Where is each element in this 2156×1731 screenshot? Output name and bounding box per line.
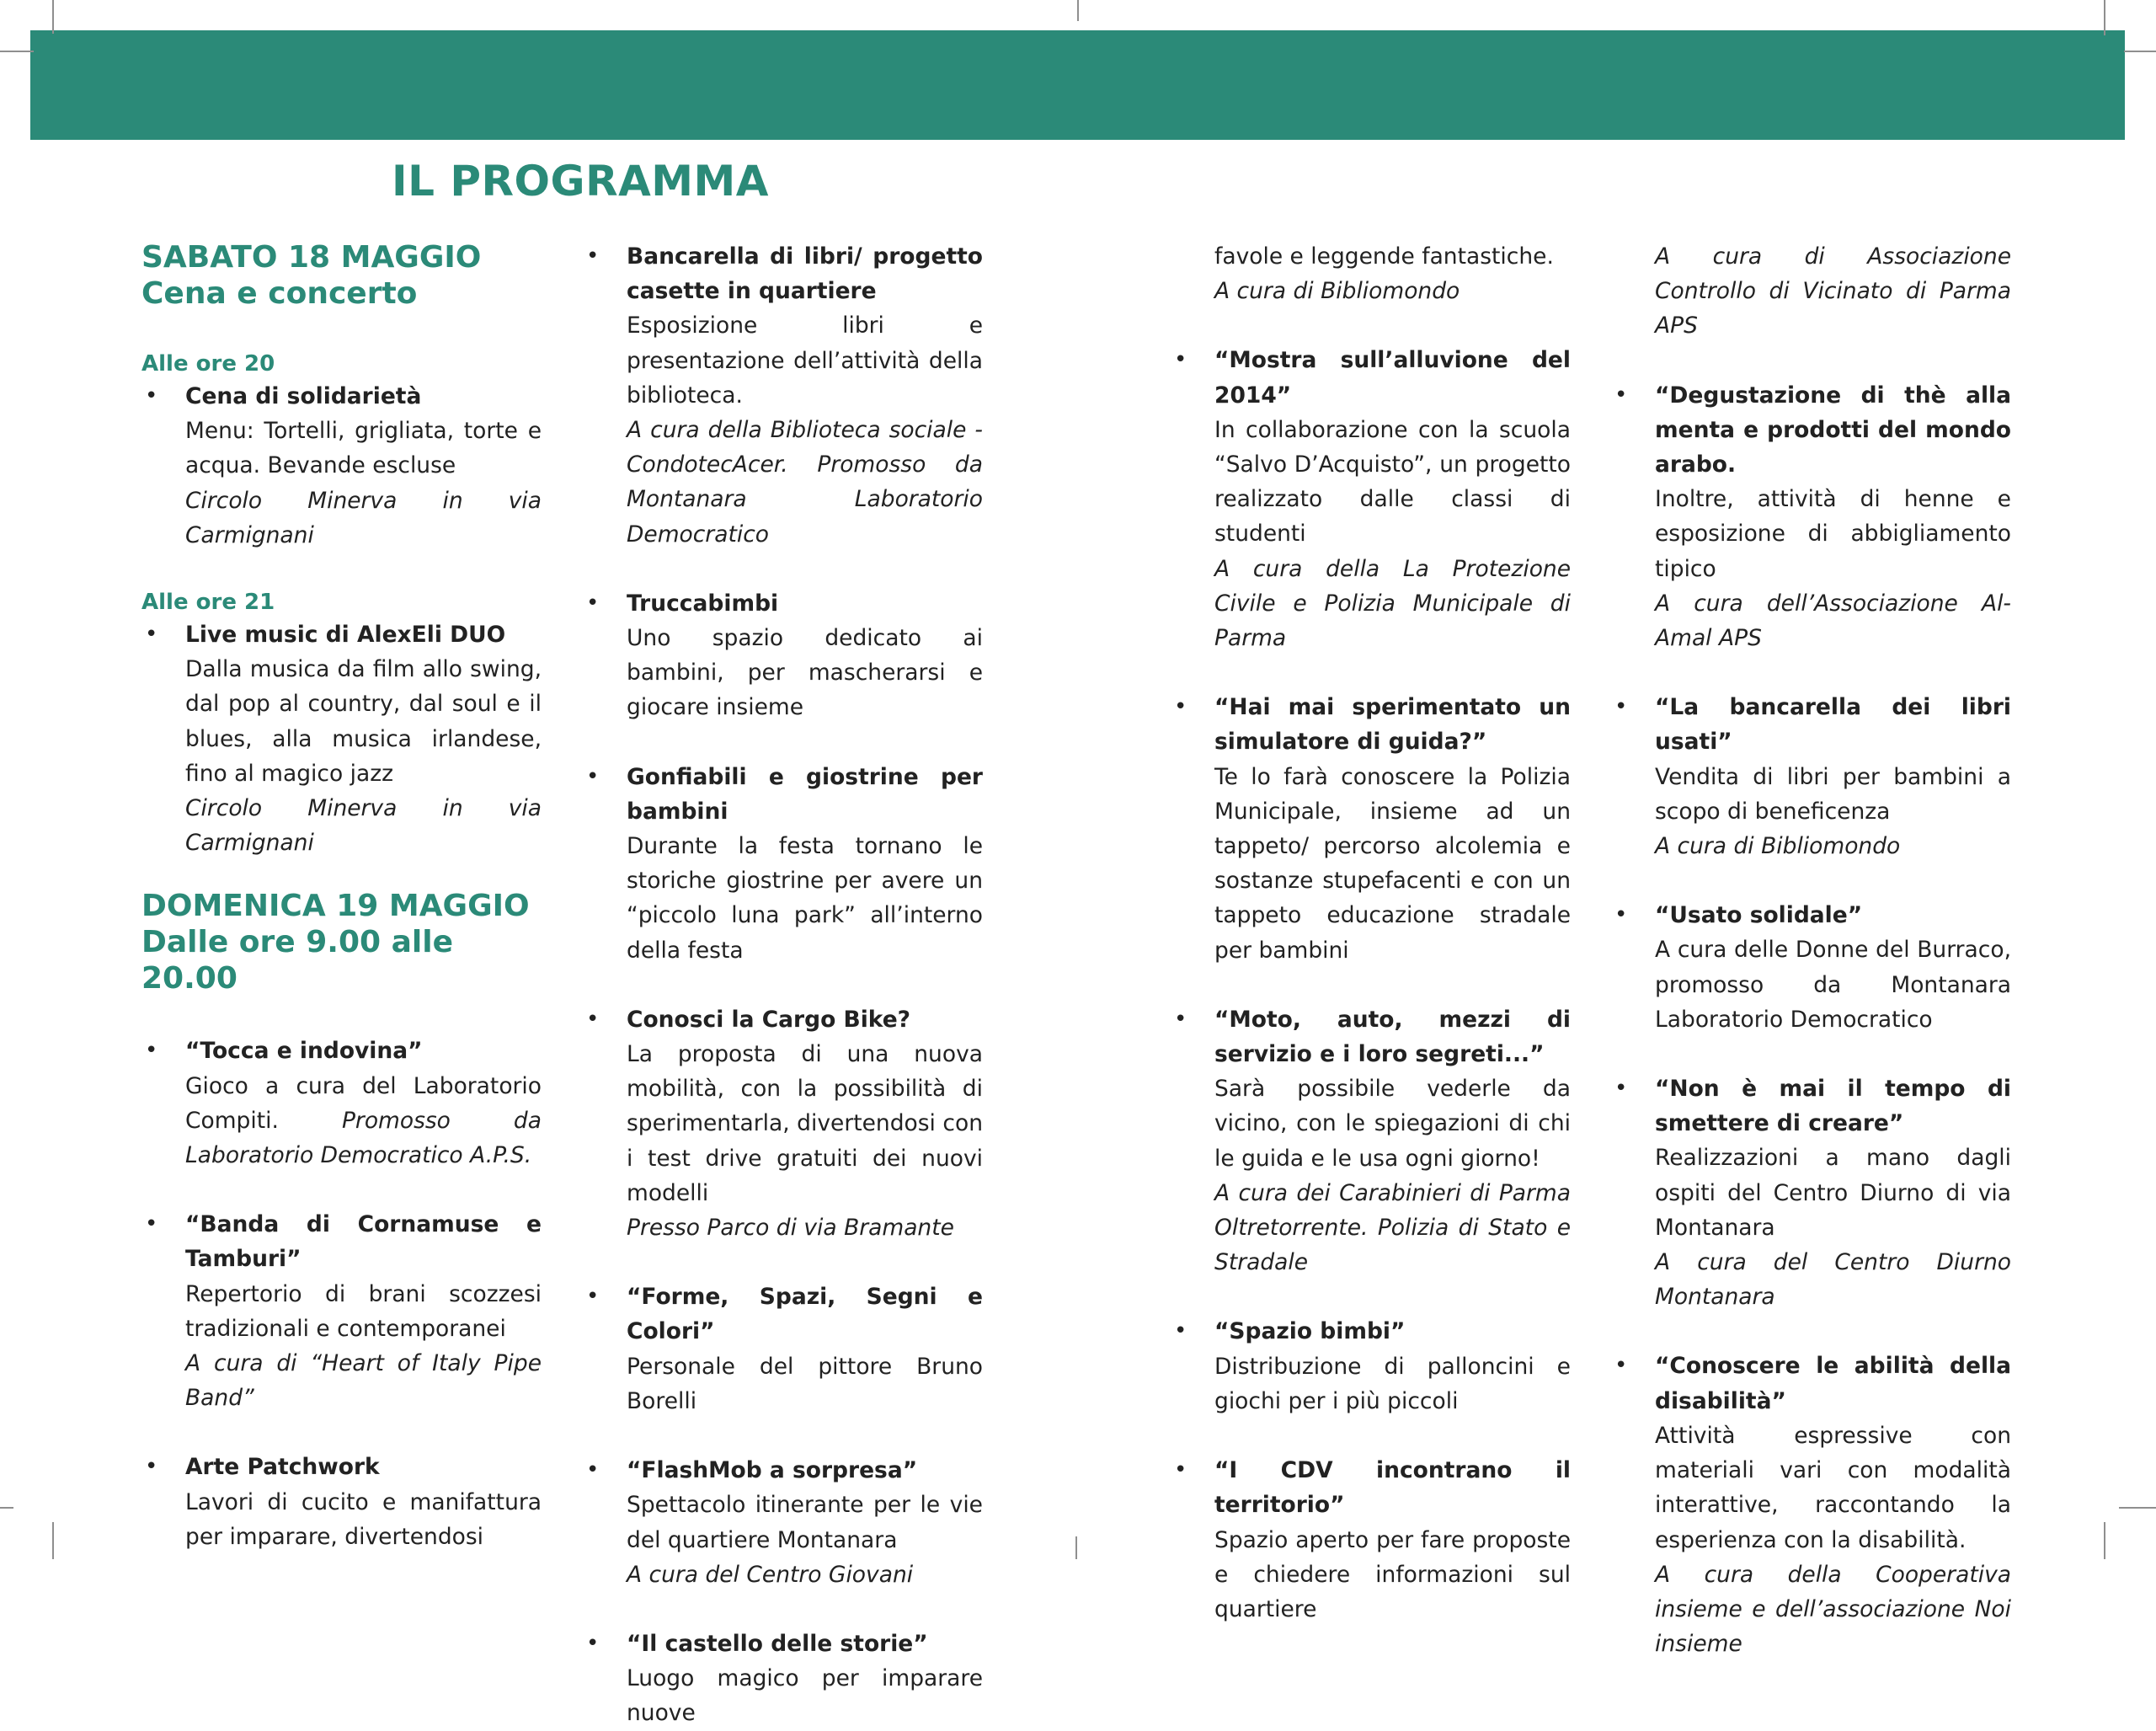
item-desc: Gioco a cura del Laboratorio Compiti. — [185, 1072, 542, 1134]
page-title: IL PROGRAMMA — [392, 157, 769, 206]
item-org: A cura della Cooperativa insieme e dell’associazione Noi insieme — [1655, 1561, 2011, 1658]
header-band — [30, 30, 2125, 140]
saturday-subtitle: Cena e concerto — [141, 276, 418, 311]
bullet-icon: • — [586, 243, 600, 269]
item-org: A cura del Centro Diurno Montanara — [1655, 1249, 2011, 1311]
item-title: “Moto, auto, mezzi di servizio e i loro segreti...” — [1214, 1006, 1571, 1068]
bullet-icon: • — [1614, 382, 1628, 408]
item-desc: Distribuzione di palloncini e giochi per i più piccoli — [1214, 1353, 1571, 1414]
item-title: “FlashMob a sorpresa” — [627, 1457, 918, 1484]
bullet-icon: • — [1174, 1457, 1187, 1483]
item-org: A cura del Centro Giovani — [627, 1561, 914, 1588]
program-item — [141, 617, 542, 860]
item-desc: Spazio aperto per fare proposte e chiedere informazioni sul quartiere — [1214, 1526, 1571, 1622]
bullet-icon: • — [586, 763, 600, 789]
item-org: Circolo Minerva in via Carmignani — [185, 795, 542, 857]
program-item — [583, 1280, 983, 1418]
item-desc: Esposizione libri e presentazione dell’attività della biblioteca. — [627, 313, 983, 409]
item-title: Truccabimbi — [627, 590, 779, 617]
item-title: Cena di solidarietà — [185, 383, 422, 409]
program-item — [141, 1034, 542, 1173]
item-desc: Personale del pittore Bruno Borelli — [627, 1353, 983, 1414]
column-1 — [141, 239, 542, 1554]
item-desc-continued: favole e leggende fantastiche. — [1214, 243, 1554, 270]
item-title: Conosci la Cargo Bike? — [627, 1006, 911, 1033]
program-item — [1611, 1349, 2011, 1661]
column-3 — [1171, 239, 1571, 1627]
item-desc: Menu: Tortelli, grigliata, torte e acqua. Bevande escluse — [185, 418, 542, 479]
program-item — [583, 586, 983, 725]
item-title: “Hai mai sperimentato un simulatore di guida?” — [1214, 694, 1571, 756]
item-title: “Spazio bimbi” — [1214, 1318, 1406, 1345]
bullet-icon: • — [1614, 694, 1628, 720]
crop-mark — [1077, 0, 1079, 21]
item-title: “Mostra sull’alluvione del 2014” — [1214, 347, 1571, 409]
item-desc: Dalla musica da film allo swing, dal pop al country, dal soul e il blues, alla musica irlandese, fino al magico jazz — [185, 656, 542, 787]
program-item — [1611, 1071, 2011, 1314]
time-slot: Alle ore 20 — [141, 351, 275, 377]
bullet-icon: • — [586, 1284, 600, 1310]
program-item — [1171, 1453, 1571, 1627]
item-org: A cura di Bibliomondo — [1655, 833, 1901, 860]
item-desc: Spettacolo itinerante per le vie del quartiere Montanara — [627, 1492, 983, 1553]
item-desc: Luogo magico per imparare nuove — [627, 1665, 983, 1727]
item-org: A cura di Bibliomondo — [1214, 278, 1460, 305]
item-desc: Sarà possibile vederle da vicino, con le spiegazioni di chi le guida e le usa ogni giorno! — [1214, 1076, 1571, 1172]
crop-mark — [0, 51, 34, 52]
program-item — [583, 1002, 983, 1245]
column-4 — [1611, 239, 2011, 1661]
item-desc: A cura delle Donne del Burraco, promosso da Montanara Laboratorio Democratico — [1655, 937, 2011, 1033]
item-title: Live music di AlexEli DUO — [185, 622, 506, 649]
saturday-day: SABATO 18 MAGGIO — [141, 240, 482, 275]
bullet-icon: • — [586, 1630, 600, 1656]
crop-mark — [52, 1522, 54, 1559]
program-item — [583, 239, 983, 552]
bullet-icon: • — [586, 590, 600, 616]
item-title: Bancarella di libri/ progetto casette in quartiere — [627, 243, 983, 305]
item-org: A cura di “Heart of Italy Pipe Band” — [185, 1350, 542, 1412]
item-title: “Usato solidale” — [1655, 902, 1863, 929]
bullet-icon: • — [145, 383, 158, 409]
program-item — [583, 1453, 983, 1592]
item-title: “Forme, Spazi, Segni e Colori” — [627, 1284, 983, 1345]
item-org: A cura della La Protezione Civile e Polizia Municipale di Parma — [1214, 555, 1571, 652]
item-org: A cura dei Carabinieri di Parma Oltretorrente. Polizia di Stato e Stradale — [1214, 1179, 1571, 1276]
program-item — [1611, 898, 2011, 1037]
bullet-icon: • — [1174, 347, 1187, 373]
item-org: A cura dell’Associazione Al-Amal APS — [1655, 590, 2011, 652]
crop-mark — [2124, 51, 2156, 52]
bullet-icon: • — [145, 1454, 158, 1480]
bullet-icon: • — [1614, 902, 1628, 928]
item-title: “Tocca e indovina” — [185, 1038, 423, 1065]
item-desc: Durante la festa tornano le storiche giostrine per avere un “piccolo luna park” all’interno della festa — [627, 833, 983, 964]
item-org: Presso Parco di via Bramante — [627, 1215, 954, 1242]
program-item — [1611, 378, 2011, 656]
item-desc: Repertorio di brani scozzesi tradizionali e contemporanei — [185, 1280, 542, 1342]
program-item — [1171, 343, 1571, 655]
item-desc: Lavori di cucito e manifattura per imparare, divertendosi — [185, 1488, 542, 1550]
bullet-icon: • — [145, 622, 158, 648]
bullet-icon: • — [586, 1457, 600, 1483]
item-title: “La bancarella dei libri usati” — [1655, 694, 2011, 756]
sunday-day: DOMENICA 19 MAGGIO — [141, 889, 530, 924]
item-org: A cura della Biblioteca sociale - CondotecAcer. Promosso da Montanara Laboratorio Democratico — [627, 417, 983, 548]
item-title: “Il castello delle storie” — [627, 1630, 928, 1657]
bullet-icon: • — [1174, 694, 1187, 720]
item-desc: Uno spazio dedicato ai bambini, per mascherarsi e giocare insieme — [627, 625, 983, 721]
crop-mark — [1075, 1536, 1077, 1559]
program-item — [1611, 690, 2011, 863]
column-2 — [583, 239, 983, 1731]
item-title: Arte Patchwork — [185, 1454, 380, 1481]
crop-mark — [0, 1507, 13, 1509]
item-desc: Realizzazioni a mano dagli ospiti del Centro Diurno di via Montanara — [1655, 1145, 2011, 1241]
item-title: “Degustazione di thè alla menta e prodotti del mondo arabo. — [1655, 382, 2011, 478]
crop-mark — [2104, 0, 2105, 35]
crop-mark — [2119, 1507, 2156, 1509]
program-item — [583, 1627, 983, 1731]
bullet-icon: • — [586, 1006, 600, 1032]
item-title: “I CDV incontrano il territorio” — [1214, 1457, 1571, 1519]
crop-mark — [2104, 1522, 2105, 1559]
crop-mark — [52, 0, 54, 34]
program-item — [1171, 1314, 1571, 1418]
time-slot: Alle ore 21 — [141, 590, 275, 616]
sunday-subtitle: Dalle ore 9.00 alle 20.00 — [141, 925, 453, 996]
item-org: Promosso da Laboratorio Democratico A.P.S. — [185, 1107, 542, 1169]
item-org-continued: A cura di Associazione Controllo di Vicinato di Parma APS — [1655, 243, 2011, 339]
program-item — [141, 1450, 542, 1554]
item-desc: Te lo farà conoscere la Polizia Municipale, insieme ad un tappeto/ percorso alcolemia e sostanze stupefacenti e con un tappeto educazione stradale per bambini — [1214, 763, 1571, 964]
item-desc: Attività espressive con materiali vari con modalità interattive, raccontando la esperienza con la disabilità. — [1655, 1422, 2011, 1553]
item-title: Gonfiabili e giostrine per bambini — [627, 763, 983, 825]
bullet-icon: • — [1614, 1353, 1628, 1379]
item-desc: In collaborazione con la scuola “Salvo D’Acquisto”, un progetto realizzato dalle classi di studenti — [1214, 416, 1571, 548]
bullet-icon: • — [145, 1211, 158, 1237]
item-desc: Vendita di libri per bambini a scopo di beneficenza — [1655, 763, 2011, 825]
item-title: “Conoscere le abilità della disabilità” — [1655, 1353, 2011, 1414]
item-org: Circolo Minerva in via Carmignani — [185, 487, 542, 548]
program-item — [141, 1207, 542, 1415]
program-item — [1171, 690, 1571, 968]
item-title: “Banda di Cornamuse e Tamburi” — [185, 1211, 542, 1273]
program-item — [583, 760, 983, 968]
program-item — [141, 379, 542, 553]
bullet-icon: • — [1174, 1318, 1187, 1344]
bullet-icon: • — [1614, 1076, 1628, 1102]
bullet-icon: • — [1174, 1006, 1187, 1032]
program-item — [1171, 1002, 1571, 1280]
bullet-icon: • — [145, 1038, 158, 1064]
item-desc: Inoltre, attività di henne e esposizione di abbigliamento tipico — [1655, 486, 2011, 582]
item-desc: La proposta di una nuova mobilità, con la possibilità di sperimentarla, divertendosi con i test drive gratuiti dei nuovi modelli — [627, 1041, 983, 1206]
item-title: “Non è mai il tempo di smettere di creare” — [1655, 1076, 2011, 1137]
